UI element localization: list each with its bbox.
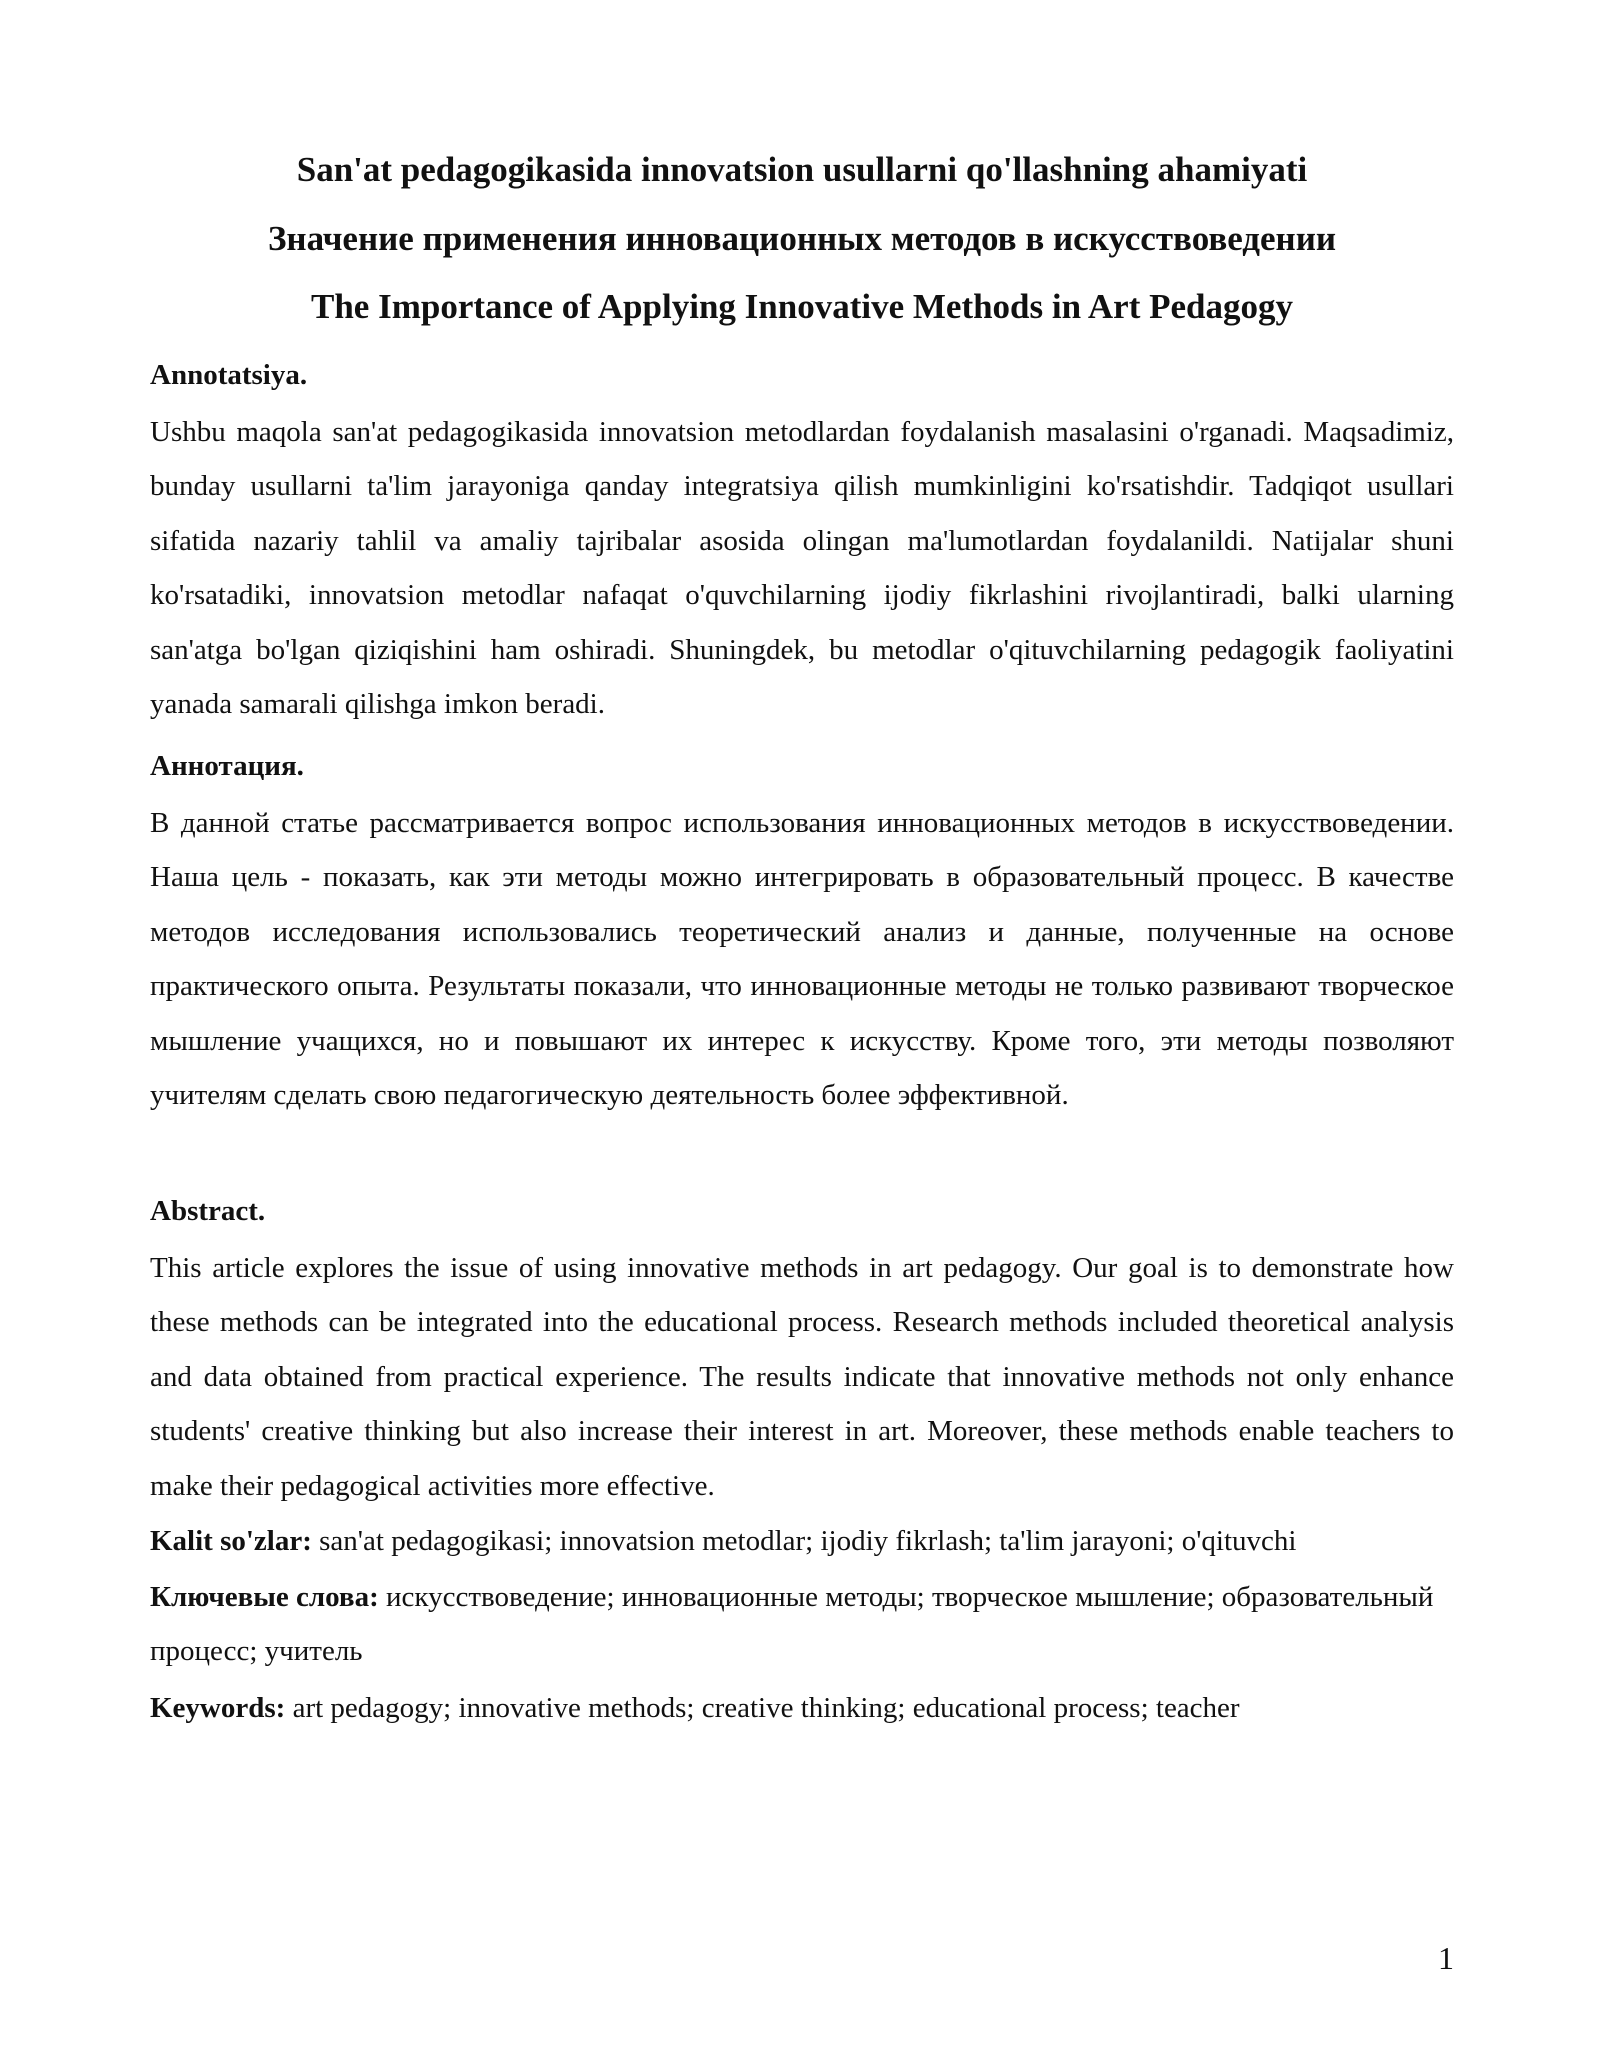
abstract-ru-text: В данной статье рассматривается вопрос использования инновационных методов в искусствоведении. Наша цель - показать, как эти методы можно интегрировать в образовательный процесс. В качестве методов исследования использовались теоретический анализ и данные, полученные на основе практического опыта. Результаты показали, что инновационные методы не только развивают творческое мышление учащихся, но и повышают их интерес к искусству. Кроме того, эти методы позволяют учителям сделать свою педагогическую деятельность более эффективной. xyxy=(150,807,1454,1112)
abstract-en-heading: Abstract. xyxy=(150,1195,266,1227)
keywords-ru-text: искусствоведение; инновационные методы; творческое мышление; образовательный процесс; учитель xyxy=(150,1581,1434,1668)
keywords-en xyxy=(150,1681,1454,1735)
keywords-uz-label: Kalit so'zlar: xyxy=(150,1525,312,1557)
title-uzbek: San'at pedagogikasida innovatsion usullarni qo'llashning ahamiyati xyxy=(296,150,1308,189)
abstract-en-text: This article explores the issue of using innovative methods in art pedagogy. Our goal is to demonstrate how these methods can be integrated into the educational process. Research methods included theoretical analysis and data obtained from practical experience. The results indicate that innovative methods not only enhance students' creative thinking but also increase their interest in art. Moreover, these methods enable teachers to make their pedagogical activities more effective. xyxy=(150,1252,1454,1502)
keywords-uz xyxy=(150,1514,1454,1568)
page-number: 1 xyxy=(1438,1940,1454,1976)
title-english: The Importance of Applying Innovative Methods in Art Pedagogy xyxy=(311,287,1293,326)
keywords-uz-text: san'at pedagogikasi; innovatsion metodlar; ijodiy fikrlash; ta'lim jarayoni; o'qituvchi xyxy=(311,1525,1297,1557)
abstract-uz-heading: Annotatsiya. xyxy=(150,359,308,391)
abstract-ru-heading: Аннотация. xyxy=(150,750,304,782)
keywords-en-label: Keywords: xyxy=(150,1692,286,1724)
title-russian: Значение применения инновационных методов в искусствоведении xyxy=(267,219,1337,258)
keywords-ru xyxy=(150,1570,1454,1679)
keywords-en-text: art pedagogy; innovative methods; creative thinking; educational process; teacher xyxy=(285,1692,1240,1724)
abstract-uz-text: Ushbu maqola san'at pedagogikasida innovatsion metodlardan foydalanish masalasini o'rganadi. Maqsadimiz, bunday usullarni ta'lim jarayoniga qanday integratsiya qilish mumkinligini ko'rsatishdir. Tadqiqot usullari sifatida nazariy tahlil va amaliy tajribalar asosida olingan ma'lumotlardan foydalanildi. Natijalar shuni ko'rsatadiki, innovatsion metodlar nafaqat o'quvchilarning ijodiy fikrlashini rivojlantiradi, balki ularning san'atga bo'lgan qiziqishini ham oshiradi. Shuningdek, bu metodlar o'qituvchilarning pedagogik faoliyatini yanada samarali qilishga imkon beradi. xyxy=(150,416,1454,721)
keywords-ru-label: Ключевые слова: xyxy=(150,1581,379,1613)
